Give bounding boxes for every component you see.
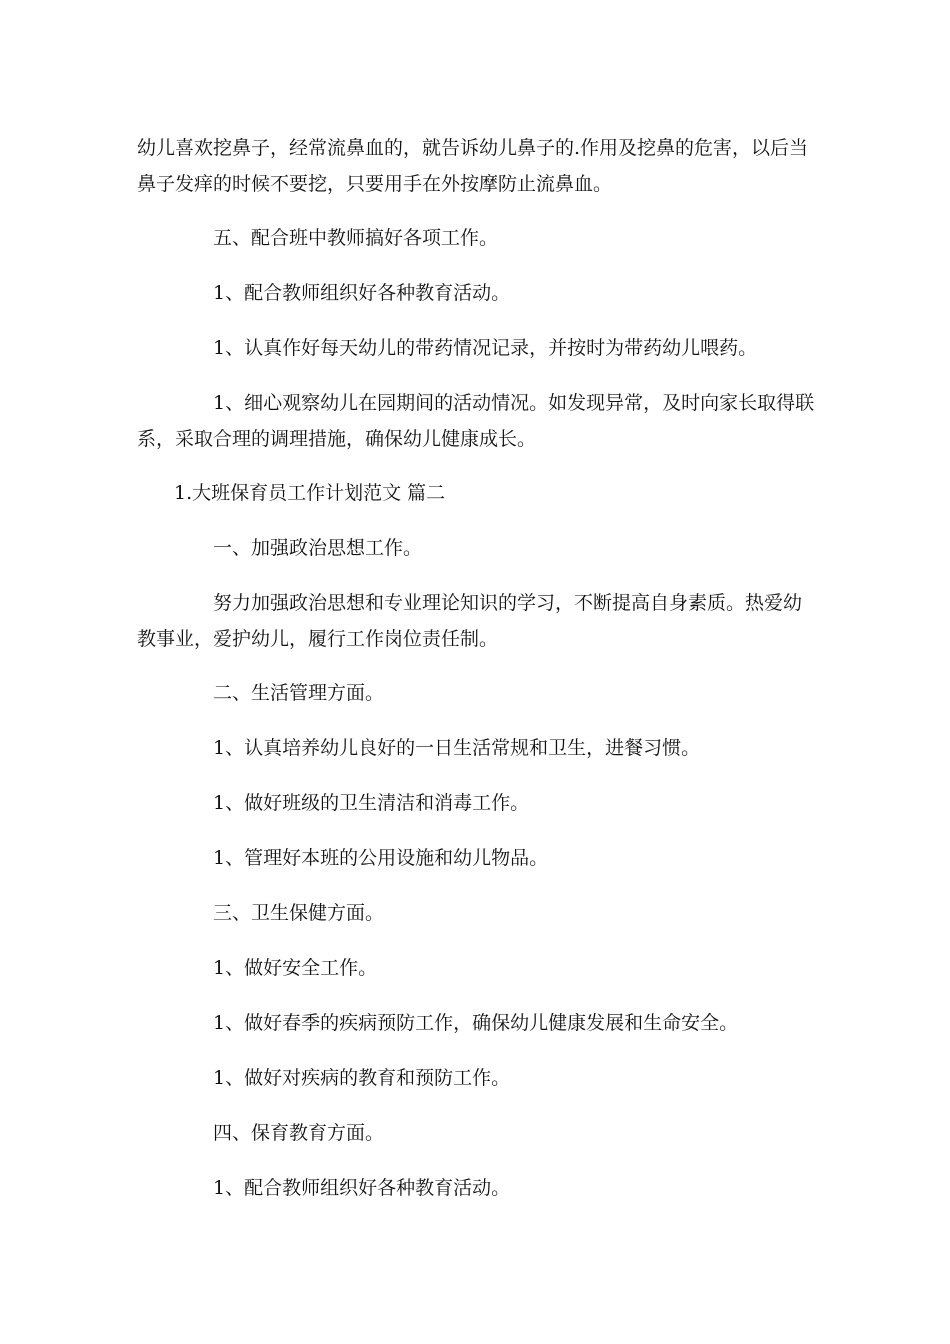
list-item: 1、做好安全工作。 bbox=[213, 957, 378, 979]
section-heading-four: 四、保育教育方面。 bbox=[213, 1122, 385, 1144]
list-item: 1、管理好本班的公用设施和幼儿物品。 bbox=[213, 847, 549, 869]
section-heading-three: 三、卫生保健方面。 bbox=[213, 902, 385, 924]
list-item: 1、配合教师组织好各种教育活动。 bbox=[213, 1177, 511, 1199]
section-heading-two: 二、生活管理方面。 bbox=[213, 682, 385, 704]
paragraph-political: 努力加强政治思想和专业理论知识的学习，不断提高自身素质。热爱幼教事业，爱护幼儿，履行工作岗位责任制。 bbox=[137, 592, 803, 650]
article-title: 1.大班保育员工作计划范文 篇二 bbox=[174, 482, 446, 504]
list-item: 1、细心观察幼儿在园期间的活动情况。如发现异常，及时向家长取得联系，采取合理的调理措施，确保幼儿健康成长。 bbox=[137, 392, 815, 450]
list-item: 1、做好春季的疾病预防工作，确保幼儿健康发展和生命安全。 bbox=[213, 1012, 739, 1034]
list-item: 1、配合教师组织好各种教育活动。 bbox=[213, 282, 511, 304]
list-item: 1、做好对疾病的教育和预防工作。 bbox=[213, 1067, 511, 1089]
list-item: 1、做好班级的卫生清洁和消毒工作。 bbox=[213, 792, 530, 814]
list-item: 1、认真作好每天幼儿的带药情况记录，并按时为带药幼儿喂药。 bbox=[213, 337, 758, 359]
section-heading-one: 一、加强政治思想工作。 bbox=[213, 537, 423, 559]
list-item: 1、认真培养幼儿良好的一日生活常规和卫生，进餐习惯。 bbox=[213, 737, 701, 759]
section-heading-five: 五、配合班中教师搞好各项工作。 bbox=[213, 227, 499, 249]
paragraph-nosebleed: 幼儿喜欢挖鼻子，经常流鼻血的，就告诉幼儿鼻子的.作用及挖鼻的危害，以后当鼻子发痒的时候不要挖，只要用手在外按摩防止流鼻血。 bbox=[137, 137, 809, 195]
